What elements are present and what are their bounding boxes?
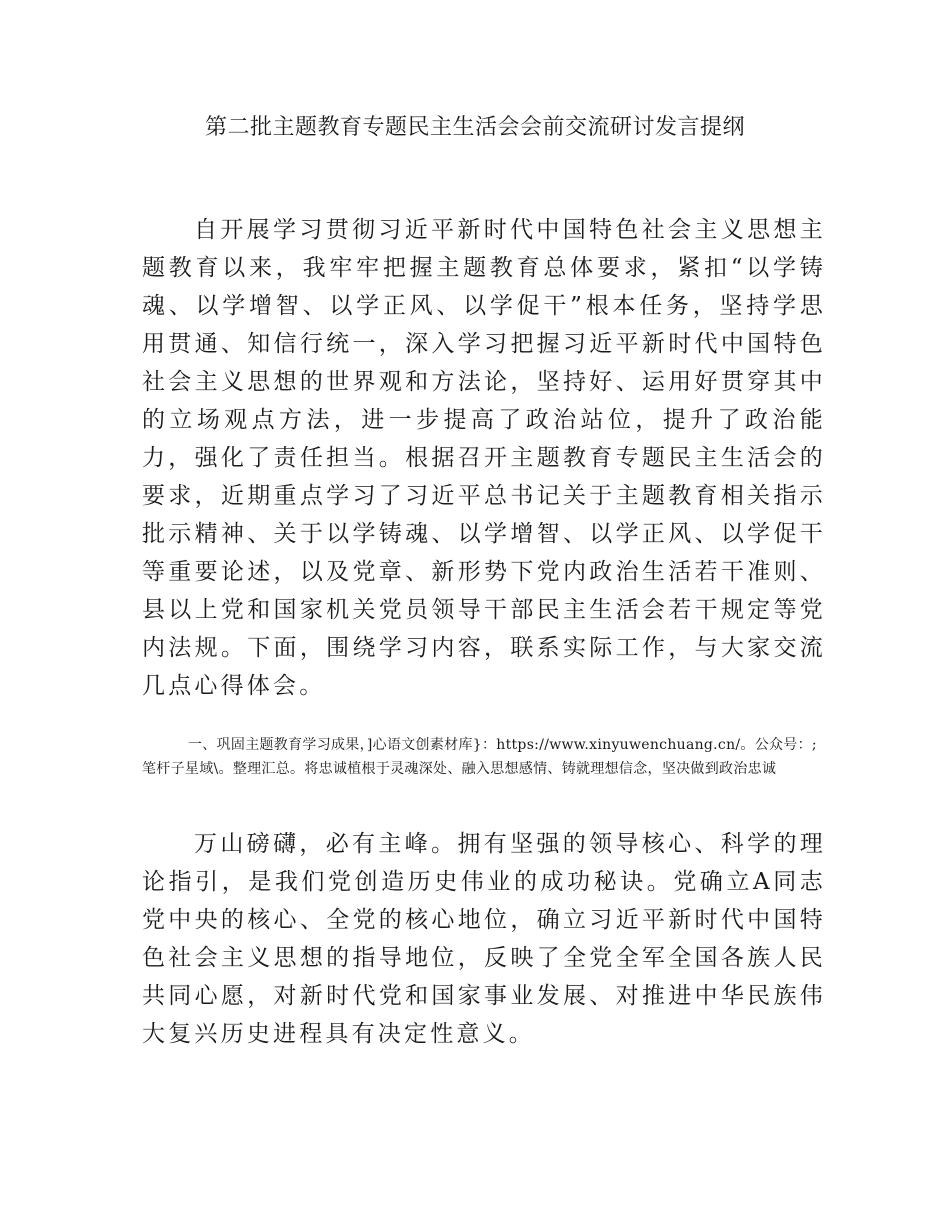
document-title: 第二批主题教育专题民主生活会会前交流研讨发言提纲 [204, 115, 745, 140]
intro-paragraph: 自开展学习贯彻习近平新时代中国特色社会主义思想主题教育以来，我牢牢把握主题教育总体要求，紧扣“以学铸魂、以学增智、以学正风、以学促干”根本任务，坚持学思用贯通、知信行统一，深入学习把握习近平新时代中国特色社会主义思想的世界观和方法论，坚持好、运用好贯穿其中的立场观点方法，进一步提高了政治站位，提升了政治能力，强化了责任担当。根据召开主题教育专题民主生活会的要求，近期重点学习了习近平总书记关于主题教育相关指示批示精神、关于以学铸魂、以学增智、以学正风、以学促干等重要论述，以及党章、新形势下党内政治生活若干准则、县以上党和国家机关党员领导干部民主生活会若干规定等党内法规。下面，围绕学习内容，联系实际工作，与大家交流几点心得体会。 [142, 217, 826, 699]
body-paragraph: 万山磅礴，必有主峰。拥有坚强的领导核心、科学的理论指引，是我们党创造历史伟业的成功秘诀。党确立A同志党中央的核心、全党的核心地位，确立习近平新时代中国特色社会主义思想的指导地位，反映了全党全军全国各族人民共同心愿，对新时代党和国家事业发展、对推进中华民族伟大复兴历史进程具有决定性意义。 [142, 831, 826, 1047]
section-heading-paragraph: 一、巩固主题教育学习成果，]心语文创素材库}：https://www.xinyuwenchuang.cn/。公众号：;笔杆子星域\。整理汇总。将忠诚植根于灵魂深处、融入思想感情、铸就理想信念，坚决做到政治忠诚 [142, 737, 817, 777]
